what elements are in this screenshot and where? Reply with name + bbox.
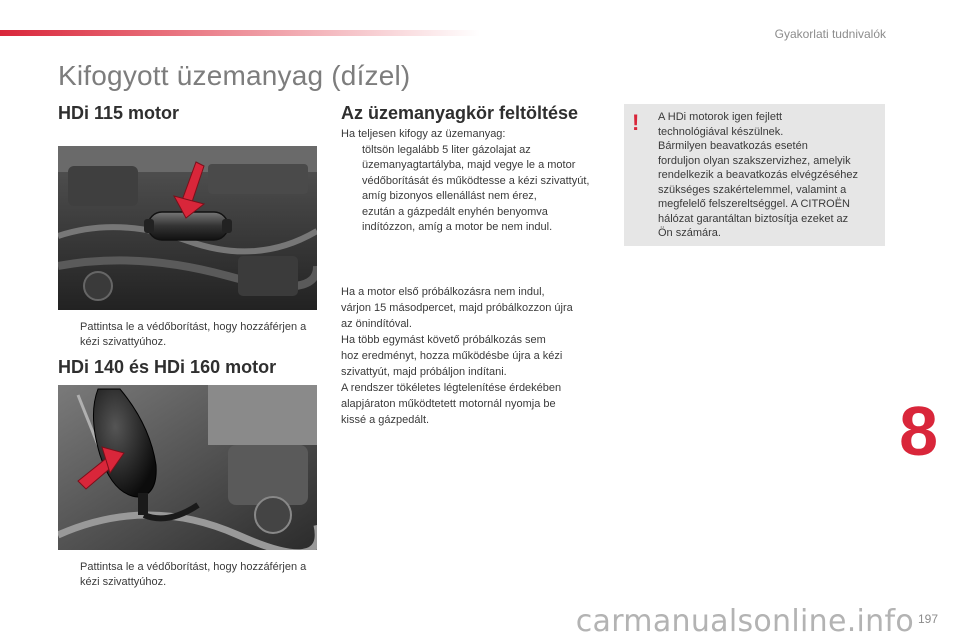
caption-hdi140-160 bbox=[58, 560, 318, 590]
caption-hdi115 bbox=[58, 320, 318, 350]
heading-refill: Az üzemanyagkör feltöltése bbox=[341, 103, 579, 123]
page-title: Kifogyott üzemanyag (dízel) bbox=[58, 60, 411, 91]
refill-intro: Ha teljesen kifogy az üzemanyag: bbox=[341, 128, 506, 140]
warning-box bbox=[624, 104, 885, 246]
engine-with-primer-bulb-photo bbox=[58, 385, 317, 550]
watermark: carmanualsonline.info bbox=[575, 604, 914, 639]
list-item bbox=[341, 205, 603, 236]
list-item bbox=[341, 143, 603, 205]
caption-text: Pattintsa le a védőborítást, hogy hozzáférjen a kézi szivattyúhoz. bbox=[80, 561, 307, 588]
bullet-icon bbox=[341, 205, 362, 236]
heading-hdi140-160: HDi 140 és HDi 160 motor bbox=[58, 357, 277, 377]
header-accent-bar bbox=[0, 30, 480, 36]
engine-hdi140-160-photo bbox=[58, 385, 317, 550]
refill-steps bbox=[341, 127, 603, 236]
bullet-icon bbox=[341, 143, 362, 205]
caption-text: Pattintsa le a védőborítást, hogy hozzáférjen a kézi szivattyúhoz. bbox=[80, 321, 307, 348]
section-name: Gyakorlati tudnivalók bbox=[774, 27, 886, 41]
list-item-text: töltsön legalább 5 liter gázolajat az üzemanyagtartályba, majd vegye le a motor védőborítását és működtesse a kézi szivattyút, amíg bizonyos ellenállást nem érez, bbox=[362, 143, 590, 202]
exclamation-warning-icon: ! bbox=[632, 110, 640, 135]
heading-hdi115: HDi 115 motor bbox=[58, 103, 180, 123]
list-item-text: ezután a gázpedált enyhén benyomva indítózzon, amíg a motor be nem indul. bbox=[362, 205, 553, 233]
engine-with-pump-arrow-photo bbox=[58, 146, 317, 310]
bullet-icon bbox=[58, 320, 80, 350]
refill-paragraph: Ha a motor első próbálkozásra nem indul, várjon 15 másodpercet, majd próbálkozzon újra az önindítóval. Ha több egymást követő próbálkozás sem hoz eredményt, hozza működésbe újra a kézi szivattyút, majd próbáljon indítani. A rendszer tökéletes légtelenítése érdekében alapjáraton működtetett motornál nyomja be kissé a gázpedált. bbox=[341, 286, 573, 426]
page-number: 197 bbox=[917, 612, 938, 626]
warning-text: A HDi motorok igen fejlett technológiával készülnek. Bármilyen beavatkozás esetén forduljon olyan szakszervizhez, amelyik rendelkezik a beavatkozás elvégzéséhez szükséges szakértelemmel, valamint a megfelelő felszereltséggel. A CITROËN hálózat garantáltan biztosítja ezeket az Ön számára. bbox=[658, 111, 858, 239]
chapter-number: 8 bbox=[899, 392, 938, 470]
engine-hdi115-photo bbox=[58, 146, 317, 310]
bullet-icon bbox=[58, 560, 80, 590]
